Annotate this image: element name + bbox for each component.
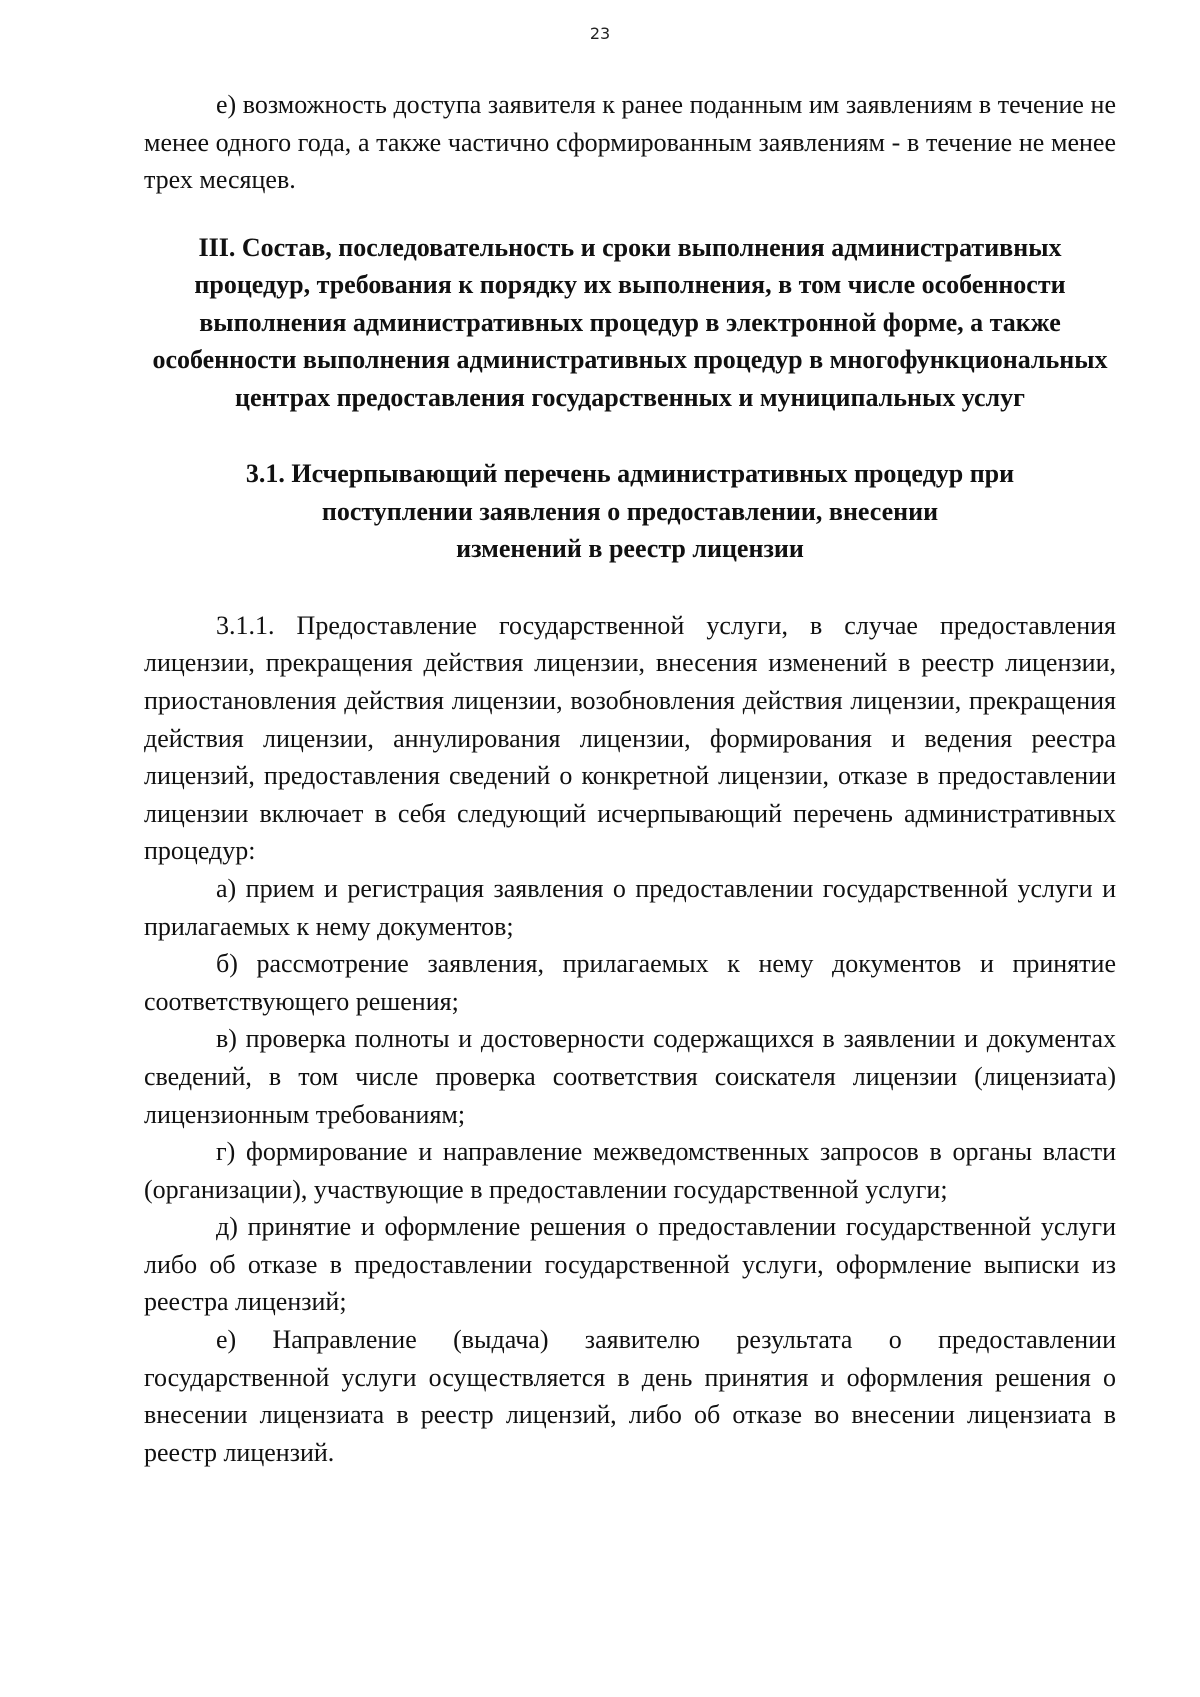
body-paragraph: 3.1.1. Предоставление государственной услуги, в случае предоставления лицензии, прекращения действия лицензии, внесения изменений в реестр лицензии, приостановления действия лицензии, возобновления действия лицензии, прекращения действия лицензии, аннулирования лицензии, формирования и ведения реестра лицензий, предоставления сведений о конкретной лицензии, отказе в предоставлении лицензии включает в себя следующий исчерпывающий перечень административных процедур: bbox=[144, 610, 1116, 866]
subsection-heading-line: поступлении заявления о предоставлении, внесении bbox=[321, 496, 939, 526]
section-body bbox=[144, 607, 1116, 1472]
list-item: г) формирование и направление межведомственных запросов в органы власти (организации), участвующие в предоставлении государственной услуги; bbox=[144, 1137, 1116, 1204]
list-item: б) рассмотрение заявления, прилагаемых к нему документов и принятие соответствующего решения; bbox=[144, 949, 1116, 1016]
subsection-heading-line: 3.1. Исчерпывающий перечень административных процедур при bbox=[245, 459, 1015, 489]
intro-paragraph: е) возможность доступа заявителя к ранее поданным им заявлениям в течение не менее одного года, а также частично сформированным заявлениям - в течение не менее трех месяцев. bbox=[144, 90, 1116, 195]
section-heading: III. Состав, последовательность и сроки выполнения административных процедур, требования к порядку их выполнения, в том числе особенности выполнения административных процедур в электронной форме, а также особенности выполнения административных процедур в многофункциональных центрах предоставления государственных и муниципальных услуг bbox=[152, 232, 1108, 412]
subsection-heading bbox=[144, 455, 1116, 568]
list-item: в) проверка полноты и достоверности содержащихся в заявлении и документах сведений, в том числе проверка соответствия соискателя лицензии (лицензиата) лицензионным требованиям; bbox=[144, 1024, 1116, 1129]
list-item: е) Направление (выдача) заявителю результата о предоставлении государственной услуги осуществляется в день принятия и оформления решения о внесении лицензиата в реестр лицензий, либо об отказе во внесении лицензиата в реестр лицензий. bbox=[144, 1325, 1116, 1467]
list-item: д) принятие и оформление решения о предоставлении государственной услуги либо об отказе в предоставлении государственной услуги, оформление выписки из реестра лицензий; bbox=[144, 1212, 1116, 1317]
list-item: а) прием и регистрация заявления о предоставлении государственной услуги и прилагаемых к нему документов; bbox=[144, 873, 1116, 941]
page-number: 23 bbox=[589, 24, 611, 43]
document-body bbox=[144, 86, 1116, 1471]
subsection-heading-line: изменений в реестр лицензии bbox=[456, 534, 804, 564]
